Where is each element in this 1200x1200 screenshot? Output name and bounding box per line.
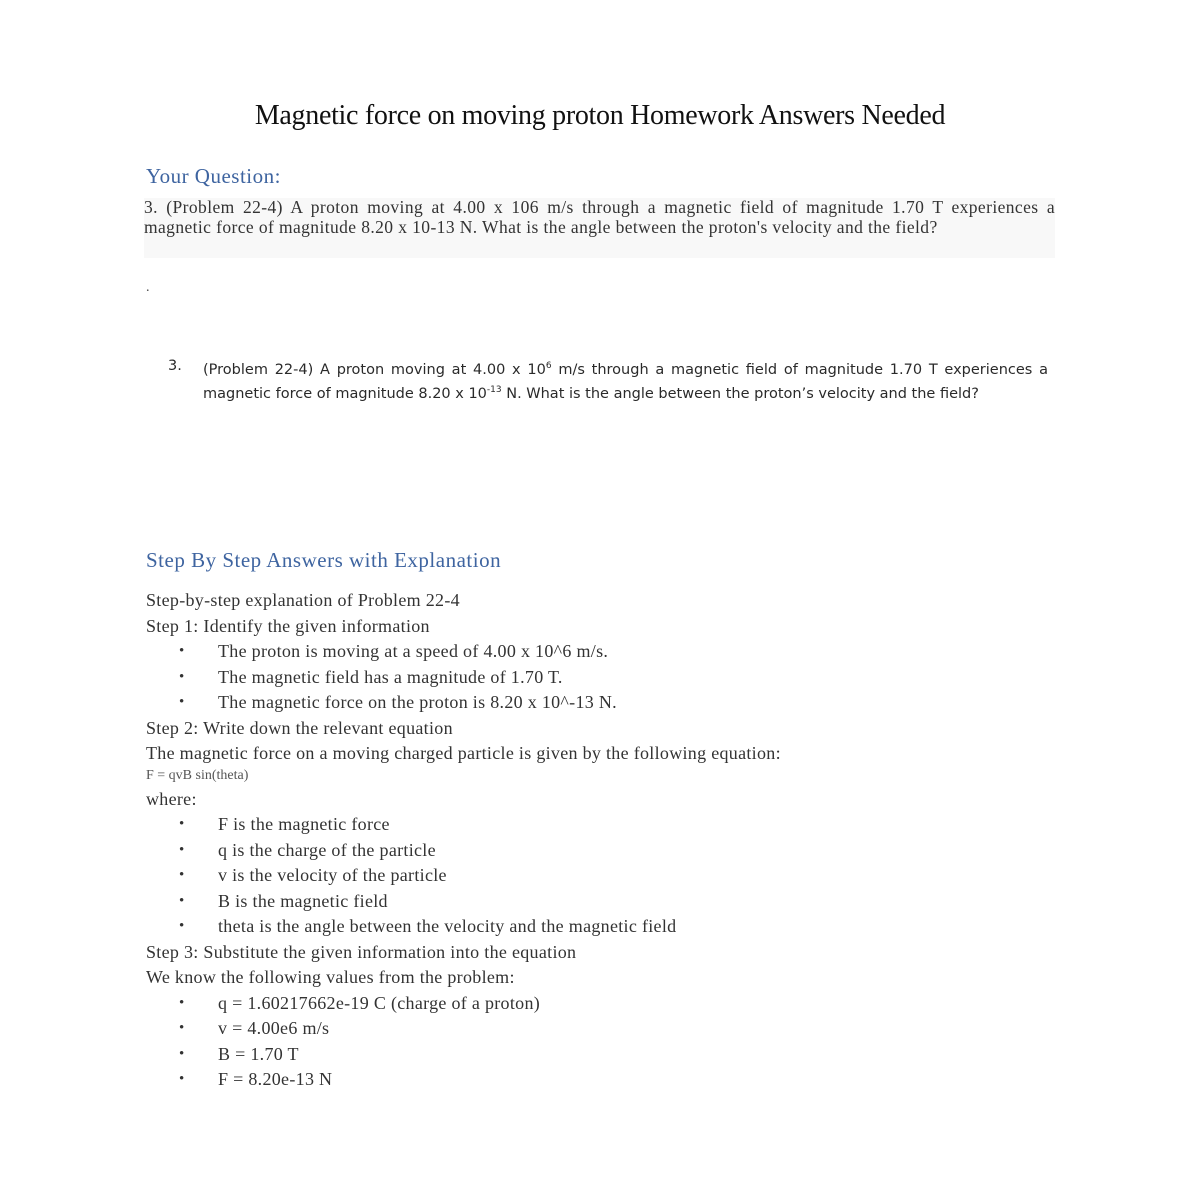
list-item: • B = 1.70 T [146, 1042, 1106, 1068]
separator-dot: . [146, 280, 150, 295]
step-3-text: We know the following values from the problem: [146, 967, 515, 987]
where-label: where: [146, 788, 197, 809]
list-item: • The magnetic field has a magnitude of 1.70 T. [146, 665, 1106, 691]
list-item: • v is the velocity of the particle [146, 863, 1106, 889]
answer-heading: Step By Step Answers with Explanation [146, 548, 502, 572]
list-item: • v = 4.00e6 m/s [146, 1016, 1106, 1042]
question-number: 3. [168, 358, 182, 374]
step-1-heading: Step 1: Identify the given information [146, 615, 430, 636]
list-item: • q = 1.60217662e-19 C (charge of a proton) [146, 991, 1106, 1017]
list-item: • B is the magnetic field [146, 889, 1106, 915]
step-2-heading: Step 2: Write down the relevant equation [146, 717, 453, 738]
answer-body [146, 588, 1106, 1093]
question-heading: Your Question: [146, 164, 281, 188]
question-text: 3. (Problem 22-4) A proton moving at 4.00 x 106 m/s through a magnetic field of magnitude 1.70 T experiences a magnetic force of magnitude 8.20 x 10-13 N. What is the angle between the proton's velocity and the field? [144, 198, 1055, 258]
step-2-text: The magnetic force on a moving charged particle is given by the following equation: [146, 743, 781, 763]
list-item: • F = 8.20e-13 N [146, 1067, 1106, 1093]
answer-intro: Step-by-step explanation of Problem 22-4 [146, 590, 460, 610]
question-image-text: (Problem 22-4) A proton moving at 4.00 x $10^6$ m/s through a magnetic field of magnitude 1.70 T experiences a magnetic force of magnitude 8.20 x $10^{-13}$ N. What is the angle between the proton’s velocity and the field? [203, 361, 1048, 403]
list-item: • The magnetic force on the proton is 8.20 x 10^-13 N. [146, 690, 1106, 716]
page-title: Magnetic force on moving proton Homework Answers Needed [254, 100, 946, 131]
list-item: • The proton is moving at a speed of 4.00 x 10^6 m/s. [146, 639, 1106, 665]
list-item: • theta is the angle between the velocity and the magnetic field [146, 914, 1106, 940]
list-item: • q is the charge of the particle [146, 838, 1106, 864]
list-item: • F is the magnetic force [146, 812, 1106, 838]
question-image [168, 356, 1048, 405]
equation: F = qvB sin(theta) [146, 767, 249, 783]
step-3-heading: Step 3: Substitute the given information into the equation [146, 941, 577, 962]
